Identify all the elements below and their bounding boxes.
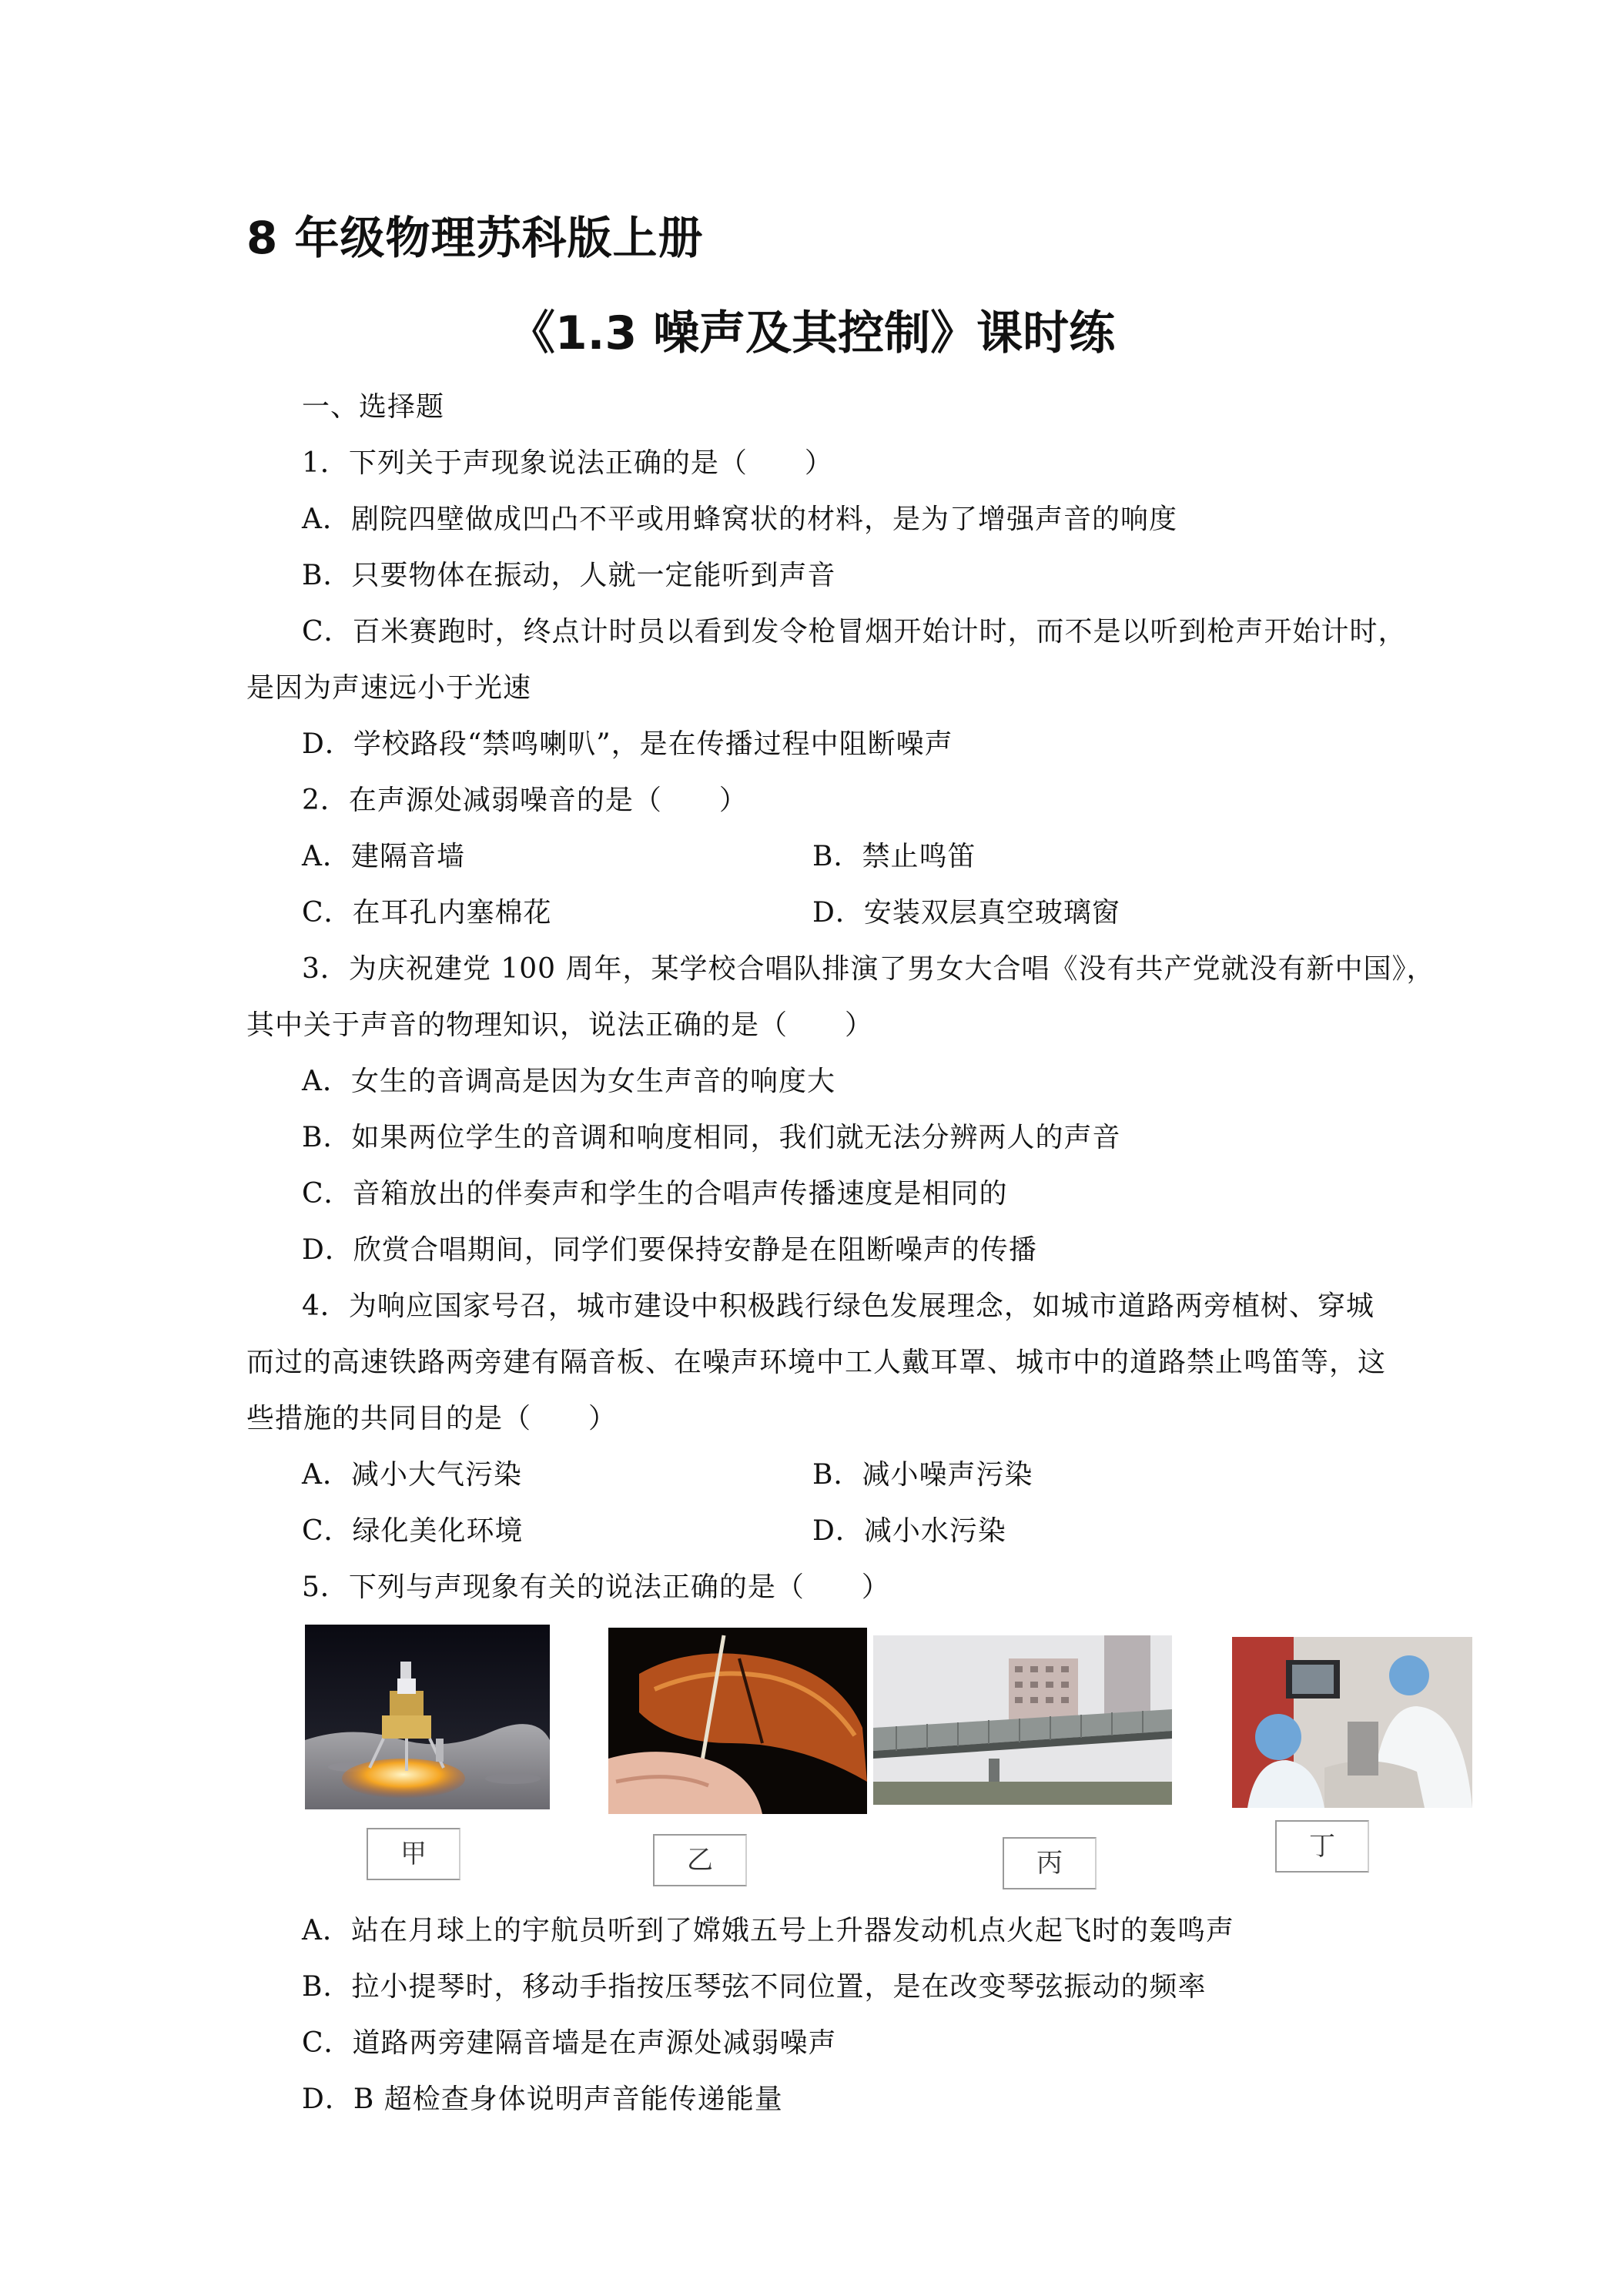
question-2-option-b: B．禁止鸣笛 <box>812 841 976 872</box>
question-4-option-c: C．绿化美化环境 <box>302 1515 524 1547</box>
question-5-option-a: A．站在月球上的宇航员听到了嫦娥五号上升器发动机点火起飞时的轰鸣声 <box>302 1915 1234 1946</box>
question-3-option-b: B．如果两位学生的音调和响度相同，我们就无法分辨两人的声音 <box>302 1122 1121 1153</box>
section-heading: 一、选择题 <box>302 391 445 423</box>
figure-label-bing: 丙 <box>1003 1837 1097 1889</box>
question-3-stem-continued: 其中关于声音的物理知识，说法正确的是（ ） <box>246 1009 874 1041</box>
question-3-option-d: D．欣赏合唱期间，同学们要保持安静是在阻断噪声的传播 <box>302 1234 1037 1266</box>
document-subtitle: 《1.3 噪声及其控制》课时练 <box>508 306 1116 360</box>
figure-ultrasound-exam-image <box>1232 1637 1472 1808</box>
document-title: 8 年级物理苏科版上册 <box>246 212 704 264</box>
question-1-option-c: C．百米赛跑时，终点计时员以看到发令枪冒烟开始计时，而不是以听到枪声开始计时， <box>302 616 1407 648</box>
question-4-stem: 4．为响应国家号召，城市建设中积极践行绿色发展理念，如城市道路两旁植树、穿城 <box>302 1290 1375 1322</box>
question-3-stem: 3．为庆祝建党 100 周年，某学校合唱队排演了男女大合唱《没有共产党就没有新中国》， <box>302 953 1435 985</box>
question-3-option-a: A．女生的音调高是因为女生声音的响度大 <box>302 1066 835 1097</box>
question-5-option-b: B．拉小提琴时，移动手指按压琴弦不同位置，是在改变琴弦振动的频率 <box>302 1971 1207 2003</box>
figure-violin-image <box>608 1628 867 1814</box>
question-1-option-a: A．剧院四壁做成凹凸不平或用蜂窝状的材料，是为了增强声音的响度 <box>302 504 1177 535</box>
figure-label-yi: 乙 <box>653 1834 747 1886</box>
question-4-option-a: A．减小大气污染 <box>302 1459 522 1491</box>
question-2-stem: 2．在声源处减弱噪音的是（ ） <box>302 785 748 816</box>
question-2-option-d: D．安装双层真空玻璃窗 <box>812 897 1120 929</box>
question-4-stem-continued-2: 些措施的共同目的是（ ） <box>246 1403 618 1434</box>
question-1-option-d: D．学校路段“禁鸣喇叭”，是在传播过程中阻断噪声 <box>302 728 953 760</box>
figure-sound-barrier-image <box>873 1635 1172 1805</box>
question-4-option-d: D．减小水污染 <box>812 1515 1006 1547</box>
question-1-option-c-continued: 是因为声速远小于光速 <box>246 672 532 704</box>
question-4-stem-continued-1: 而过的高速铁路两旁建有隔音板、在噪声环境中工人戴耳罩、城市中的道路禁止鸣笛等，这 <box>246 1347 1387 1378</box>
question-5-stem: 5．下列与声现象有关的说法正确的是（ ） <box>302 1571 890 1603</box>
figure-label-jia: 甲 <box>367 1828 460 1880</box>
question-2-option-a: A．建隔音墙 <box>302 841 465 872</box>
question-1-stem: 1．下列关于声现象说法正确的是（ ） <box>302 447 833 479</box>
question-2-option-c: C．在耳孔内塞棉花 <box>302 897 552 929</box>
figure-label-ding: 丁 <box>1275 1820 1369 1873</box>
question-5-option-d: D．B 超检查身体说明声音能传递能量 <box>302 2083 783 2115</box>
question-5-option-c: C．道路两旁建隔音墙是在声源处减弱噪声 <box>302 2027 837 2059</box>
question-3-option-c: C．音箱放出的伴奏声和学生的合唱声传播速度是相同的 <box>302 1178 1008 1210</box>
question-1-option-b: B．只要物体在振动，人就一定能听到声音 <box>302 560 836 591</box>
figure-lunar-lander-image <box>305 1625 550 1809</box>
question-4-option-b: B．减小噪声污染 <box>812 1459 1033 1491</box>
